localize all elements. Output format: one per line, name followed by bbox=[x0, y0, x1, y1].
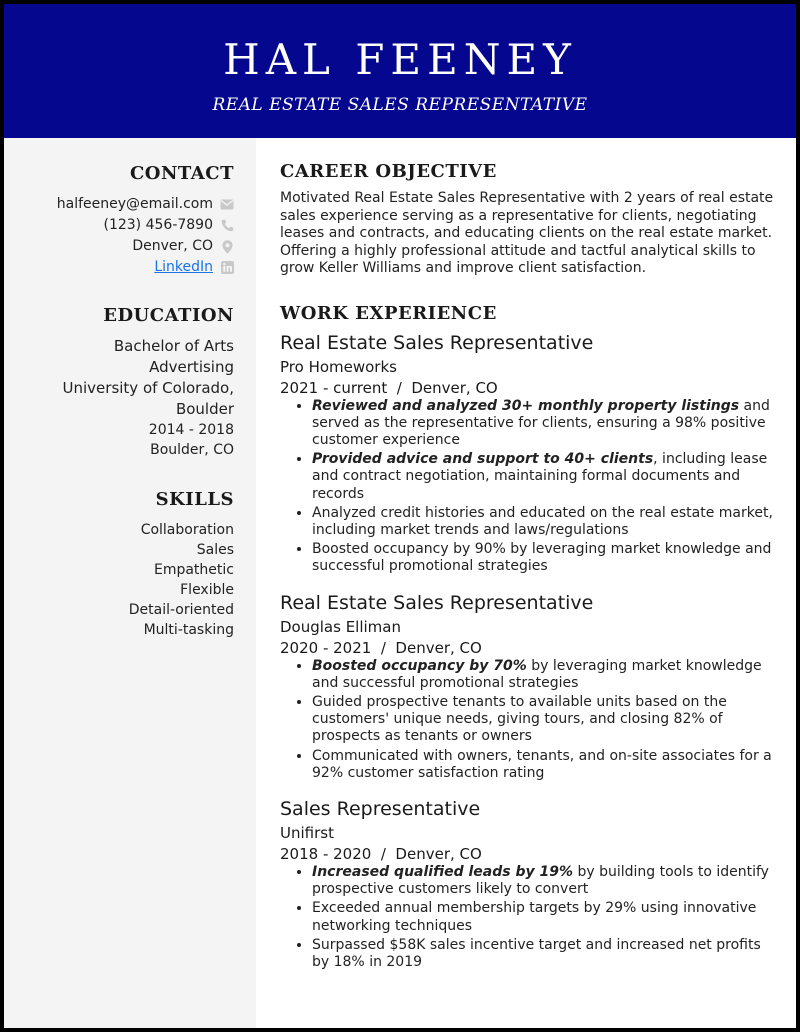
map-pin-icon bbox=[220, 240, 234, 254]
phone-icon bbox=[220, 219, 234, 233]
contact-email bbox=[4, 194, 234, 215]
education-major: Advertising bbox=[149, 358, 234, 376]
contact-phone bbox=[4, 215, 234, 236]
contact-location bbox=[4, 236, 234, 257]
job-bullets bbox=[280, 658, 780, 782]
job-title: Real Estate Sales Representative bbox=[280, 331, 594, 354]
education-school: University of Colorado, bbox=[62, 379, 234, 397]
education-heading: EDUCATION bbox=[103, 305, 234, 326]
job-title: Real Estate Sales Representative bbox=[280, 591, 594, 614]
bullet-text: Exceeded annual membership targets by 29% using innovative networking techniques bbox=[312, 900, 757, 934]
bullet-text: by building tools to identify prospective customers likely to convert bbox=[312, 863, 769, 898]
job-entry bbox=[280, 330, 780, 576]
phone-text: (123) 456-7890 bbox=[103, 217, 213, 233]
job-dates: 2020 - 2021 / Denver, CO bbox=[280, 638, 482, 657]
education-location: Boulder, CO bbox=[150, 442, 234, 458]
sidebar bbox=[4, 138, 256, 1028]
bullet-text: Boosted occupancy by 90% by leveraging market knowledge and successful promotional strategies bbox=[312, 541, 772, 575]
candidate-name: HAL FEENEY bbox=[223, 35, 577, 84]
bullet-text: and served as the representative for clients, ensuring a 98% positive customer experience bbox=[312, 397, 770, 448]
bullet-text: Guided prospective tenants to available units based on the customers' unique needs, giving tours, and closing 82% of prospects as tenants or owners bbox=[312, 693, 727, 745]
experience-heading: WORK EXPERIENCE bbox=[280, 302, 497, 324]
bullet-text: by leveraging market knowledge and successful promotional strategies bbox=[312, 657, 762, 691]
job-bullet bbox=[312, 398, 780, 450]
linkedin-icon bbox=[220, 261, 234, 275]
location-text: Denver, CO bbox=[132, 238, 213, 254]
job-bullet bbox=[312, 900, 780, 934]
linkedin-link[interactable]: LinkedIn bbox=[154, 259, 213, 275]
education-degree: Bachelor of Arts bbox=[113, 337, 234, 355]
resume-page bbox=[4, 4, 796, 1028]
bullet-highlight: Reviewed and analyzed 30+ monthly property listings bbox=[312, 397, 740, 414]
resume-header bbox=[4, 4, 796, 138]
job-bullet bbox=[312, 505, 780, 539]
skills-heading: SKILLS bbox=[155, 489, 234, 510]
bullet-highlight: Boosted occupancy by 70% bbox=[312, 657, 527, 674]
job-bullet bbox=[312, 937, 780, 971]
skill-item: Multi-tasking bbox=[143, 622, 234, 638]
job-bullet bbox=[312, 748, 780, 782]
bullet-highlight: Increased qualified leads by 19% bbox=[312, 863, 573, 880]
bullet-text: Communicated with owners, tenants, and on-site associates for a 92% customer satisfaction rating bbox=[312, 747, 772, 781]
job-entry bbox=[280, 590, 780, 782]
job-company: Unifirst bbox=[280, 823, 334, 842]
job-title: Sales Representative bbox=[280, 797, 481, 820]
bullet-text: Surpassed $58K sales incentive target and increased net profits by 18% in 2019 bbox=[312, 936, 761, 970]
main-content bbox=[280, 160, 780, 973]
job-bullet bbox=[312, 864, 780, 898]
contact-section bbox=[4, 162, 234, 278]
skills-section bbox=[4, 488, 234, 640]
job-dates: 2018 - 2020 / Denver, CO bbox=[280, 844, 482, 863]
job-bullets bbox=[280, 864, 780, 971]
job-company: Pro Homeworks bbox=[280, 357, 397, 376]
skill-item: Detail-oriented bbox=[128, 602, 234, 618]
contact-linkedin bbox=[4, 257, 234, 278]
job-dates: 2021 - current / Denver, CO bbox=[280, 378, 498, 397]
education-section bbox=[4, 304, 234, 460]
objective-text: Motivated Real Estate Sales Representative with 2 years of real estate sales experience serving as a representative for clients, negotiating leases and contracts, and educating clients on the real estate market. Offering a highly professional attitude and tactful analytical skills to grow Keller Williams and improve client satisfaction. bbox=[280, 190, 774, 276]
objective-section bbox=[280, 160, 780, 278]
job-bullet bbox=[312, 658, 780, 692]
job-entry bbox=[280, 796, 780, 971]
bullet-highlight: Provided advice and support to 40+ clients bbox=[312, 451, 654, 468]
bullet-text: , including lease and contract negotiation, maintaining formal documents and records bbox=[312, 451, 768, 502]
job-bullet bbox=[312, 694, 780, 746]
envelope-icon bbox=[220, 198, 234, 212]
job-bullet bbox=[312, 451, 780, 503]
email-text: halfeeney@email.com bbox=[56, 196, 213, 212]
contact-heading: CONTACT bbox=[129, 163, 234, 184]
skill-item: Collaboration bbox=[140, 522, 234, 538]
experience-section bbox=[280, 302, 780, 972]
candidate-title: REAL ESTATE SALES REPRESENTATIVE bbox=[212, 95, 588, 115]
bullet-text: Analyzed credit histories and educated on the real estate market, including market trends and laws/regulations bbox=[312, 504, 773, 538]
skill-item: Flexible bbox=[180, 582, 234, 598]
job-bullet bbox=[312, 541, 780, 575]
education-school-city: Boulder bbox=[175, 400, 234, 418]
objective-heading: CAREER OBJECTIVE bbox=[280, 161, 497, 182]
job-bullets bbox=[280, 398, 780, 576]
skill-item: Sales bbox=[196, 542, 234, 558]
skill-item: Empathetic bbox=[153, 562, 234, 578]
education-years: 2014 - 2018 bbox=[148, 422, 234, 438]
job-company: Douglas Elliman bbox=[280, 617, 401, 636]
